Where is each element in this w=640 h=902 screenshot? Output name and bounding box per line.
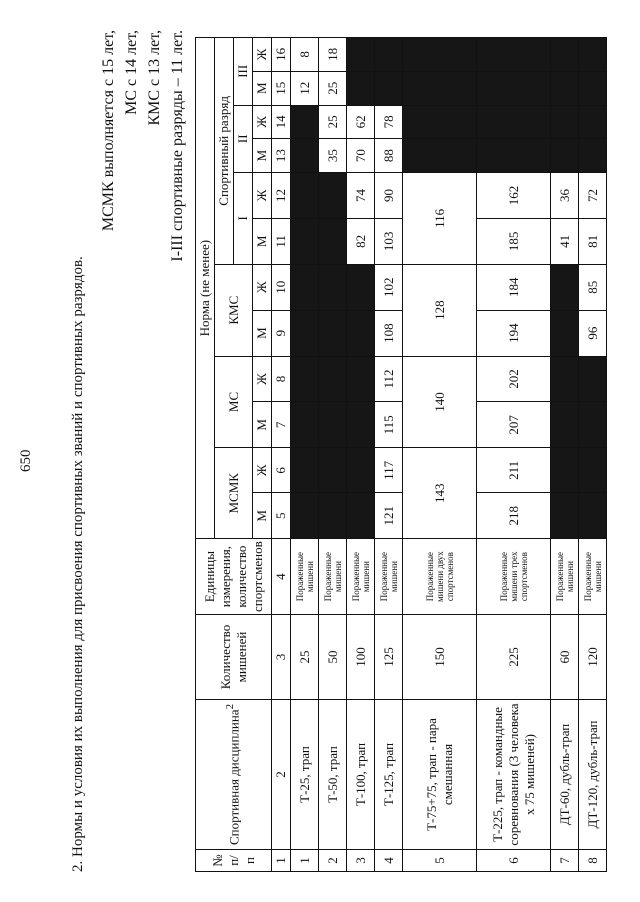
units: Пораженные мишени двух спортсменов xyxy=(403,539,477,615)
units: Пораженные мишени xyxy=(319,539,347,615)
header-w: Ж xyxy=(253,356,272,402)
value-cell xyxy=(579,448,607,493)
targets: 25 xyxy=(291,615,319,700)
value-cell: 207 xyxy=(477,402,551,448)
value-cell xyxy=(551,71,579,105)
value-cell: 128 xyxy=(403,264,477,356)
row-num: 5 xyxy=(403,850,477,872)
value-cell xyxy=(291,356,319,402)
table-row xyxy=(403,38,477,872)
value-cell xyxy=(477,71,551,105)
header-discipline: Спортивная дисциплина$^2$ xyxy=(196,700,272,850)
age-note-ranks: I-III спортивные разряды – 11 лет. xyxy=(169,30,186,262)
value-cell xyxy=(477,38,551,72)
value-cell xyxy=(291,448,319,493)
value-cell xyxy=(477,105,551,139)
header-msmk: МСМК xyxy=(215,448,253,539)
value-cell: 8 xyxy=(291,38,319,72)
discipline: Т-100, трап xyxy=(347,700,375,850)
value-cell xyxy=(551,139,579,173)
col-number: 3 xyxy=(272,615,291,700)
value-cell xyxy=(403,105,477,139)
discipline: Т-50, трап xyxy=(319,700,347,850)
value-cell: 185 xyxy=(477,218,551,264)
discipline: ДТ-60, дубль-трап xyxy=(551,700,579,850)
col-number: 15 xyxy=(272,71,291,105)
value-cell: 211 xyxy=(477,448,551,493)
col-number: 4 xyxy=(272,539,291,615)
value-cell: 82 xyxy=(347,218,375,264)
header-m: М xyxy=(253,71,272,105)
value-cell xyxy=(551,493,579,539)
discipline: ДТ-120, дубль-трап xyxy=(579,700,607,850)
value-cell xyxy=(291,105,319,139)
value-cell xyxy=(347,448,375,493)
units: Пораженные мишени xyxy=(291,539,319,615)
value-cell: 74 xyxy=(347,172,375,218)
value-cell xyxy=(551,402,579,448)
col-number: 10 xyxy=(272,264,291,310)
value-cell: 88 xyxy=(375,139,403,173)
targets: 50 xyxy=(319,615,347,700)
row-num: 2 xyxy=(319,850,347,872)
value-cell: 25 xyxy=(319,105,347,139)
header-w: Ж xyxy=(253,38,272,72)
norms-table xyxy=(195,37,607,872)
value-cell xyxy=(347,402,375,448)
units: Пораженные мишени xyxy=(551,539,579,615)
value-cell xyxy=(319,402,347,448)
value-cell xyxy=(403,38,477,72)
value-cell xyxy=(579,493,607,539)
value-cell xyxy=(319,310,347,356)
value-cell: 18 xyxy=(319,38,347,72)
value-cell xyxy=(403,139,477,173)
col-number: 9 xyxy=(272,310,291,356)
row-num: 6 xyxy=(477,850,551,872)
value-cell: 78 xyxy=(375,105,403,139)
targets: 225 xyxy=(477,615,551,700)
header-w: Ж xyxy=(253,264,272,310)
header-kms: КМС xyxy=(215,264,253,356)
table-row xyxy=(347,38,375,872)
value-cell xyxy=(551,310,579,356)
header-m: М xyxy=(253,402,272,448)
table-row xyxy=(551,38,579,872)
value-cell xyxy=(291,310,319,356)
value-cell: 36 xyxy=(551,172,579,218)
value-cell: 140 xyxy=(403,356,477,448)
value-cell: 117 xyxy=(375,448,403,493)
value-cell xyxy=(347,493,375,539)
units: Пораженные мишени трех спортсменов xyxy=(477,539,551,615)
value-cell: 108 xyxy=(375,310,403,356)
value-cell: 90 xyxy=(375,172,403,218)
header-w: Ж xyxy=(253,105,272,139)
header-rank-3: III xyxy=(234,38,253,106)
value-cell xyxy=(291,402,319,448)
targets: 120 xyxy=(579,615,607,700)
value-cell xyxy=(551,356,579,402)
col-number: 16 xyxy=(272,38,291,72)
value-cell xyxy=(347,310,375,356)
col-number: 7 xyxy=(272,402,291,448)
value-cell: 62 xyxy=(347,105,375,139)
value-cell xyxy=(319,172,347,218)
header-num: № п/п xyxy=(196,850,272,872)
header-w: Ж xyxy=(253,172,272,218)
row-num: 8 xyxy=(579,850,607,872)
discipline: Т-125, трап xyxy=(375,700,403,850)
value-cell: 96 xyxy=(579,310,607,356)
value-cell xyxy=(551,448,579,493)
value-cell: 194 xyxy=(477,310,551,356)
col-number: 14 xyxy=(272,105,291,139)
value-cell xyxy=(579,38,607,72)
value-cell: 70 xyxy=(347,139,375,173)
header-targets: Количество мишеней xyxy=(196,615,272,700)
value-cell: 112 xyxy=(375,356,403,402)
header-rank-1: I xyxy=(234,172,253,264)
value-cell: 184 xyxy=(477,264,551,310)
value-cell xyxy=(403,71,477,105)
header-m: М xyxy=(253,310,272,356)
targets: 60 xyxy=(551,615,579,700)
value-cell: 102 xyxy=(375,264,403,310)
value-cell xyxy=(347,71,375,105)
row-num: 1 xyxy=(291,850,319,872)
header-norm: Норма (не менее) xyxy=(196,38,215,539)
age-note-ms: МС с 14 лет, xyxy=(123,30,140,115)
section-heading: 2. Нормы и условия их выполнения для присвоения спортивных званий и спортивных разрядов. xyxy=(70,256,86,872)
value-cell: 41 xyxy=(551,218,579,264)
value-cell xyxy=(319,356,347,402)
table-row xyxy=(375,38,403,872)
targets: 125 xyxy=(375,615,403,700)
row-num: 4 xyxy=(375,850,403,872)
value-cell: 116 xyxy=(403,172,477,264)
value-cell xyxy=(551,264,579,310)
value-cell xyxy=(319,493,347,539)
value-cell: 202 xyxy=(477,356,551,402)
value-cell xyxy=(477,139,551,173)
col-number: 11 xyxy=(272,218,291,264)
value-cell xyxy=(551,38,579,72)
header-rank: Спортивный разряд xyxy=(215,38,234,265)
col-number: 8 xyxy=(272,356,291,402)
value-cell xyxy=(579,402,607,448)
col-number: 5 xyxy=(272,493,291,539)
table-row xyxy=(319,38,347,872)
value-cell: 121 xyxy=(375,493,403,539)
discipline: Т-225, трап - командные соревнования (3 человека х 75 мишеней) xyxy=(477,700,551,850)
value-cell xyxy=(319,218,347,264)
header-rank-2: II xyxy=(234,105,253,172)
value-cell xyxy=(291,264,319,310)
value-cell xyxy=(319,448,347,493)
table-row xyxy=(477,38,551,872)
value-cell xyxy=(347,356,375,402)
value-cell xyxy=(579,139,607,173)
header-m: М xyxy=(253,493,272,539)
value-cell xyxy=(375,71,403,105)
table-row xyxy=(579,38,607,872)
value-cell xyxy=(579,356,607,402)
column-number-row xyxy=(272,38,291,872)
value-cell: 81 xyxy=(579,218,607,264)
value-cell: 12 xyxy=(291,71,319,105)
header-w: Ж xyxy=(253,448,272,493)
value-cell: 143 xyxy=(403,448,477,539)
value-cell: 162 xyxy=(477,172,551,218)
discipline: Т-75+75, трап - пара смешанная xyxy=(403,700,477,850)
table-body xyxy=(291,38,607,872)
header-m: М xyxy=(253,139,272,173)
age-note-kms: КМС с 13 лет, xyxy=(146,30,163,126)
value-cell xyxy=(291,218,319,264)
col-number: 6 xyxy=(272,448,291,493)
value-cell: 218 xyxy=(477,493,551,539)
value-cell: 72 xyxy=(579,172,607,218)
value-cell: 103 xyxy=(375,218,403,264)
value-cell xyxy=(551,105,579,139)
row-num: 7 xyxy=(551,850,579,872)
age-note-msmk: МСМК выполняется с 15 лет, xyxy=(100,30,117,232)
value-cell: 85 xyxy=(579,264,607,310)
col-number: 13 xyxy=(272,139,291,173)
units: Пораженные мишени xyxy=(579,539,607,615)
row-num: 3 xyxy=(347,850,375,872)
col-number: 2 xyxy=(272,700,291,850)
value-cell xyxy=(291,172,319,218)
units: Пораженные мишени xyxy=(375,539,403,615)
value-cell: 25 xyxy=(319,71,347,105)
value-cell xyxy=(291,139,319,173)
value-cell xyxy=(375,38,403,72)
col-number: 12 xyxy=(272,172,291,218)
value-cell xyxy=(347,264,375,310)
header-m: М xyxy=(253,218,272,264)
col-number: 1 xyxy=(272,850,291,872)
table-row xyxy=(291,38,319,872)
header-units: Единицы измерения, количество спортсменов xyxy=(196,539,272,615)
discipline: Т-25, трап xyxy=(291,700,319,850)
header-ms: МС xyxy=(215,356,253,448)
value-cell xyxy=(319,264,347,310)
units: Пораженные мишени xyxy=(347,539,375,615)
value-cell xyxy=(579,71,607,105)
value-cell xyxy=(579,105,607,139)
value-cell xyxy=(291,493,319,539)
page-number: 650 xyxy=(18,449,34,472)
value-cell: 115 xyxy=(375,402,403,448)
targets: 100 xyxy=(347,615,375,700)
value-cell xyxy=(347,38,375,72)
targets: 150 xyxy=(403,615,477,700)
value-cell: 35 xyxy=(319,139,347,173)
